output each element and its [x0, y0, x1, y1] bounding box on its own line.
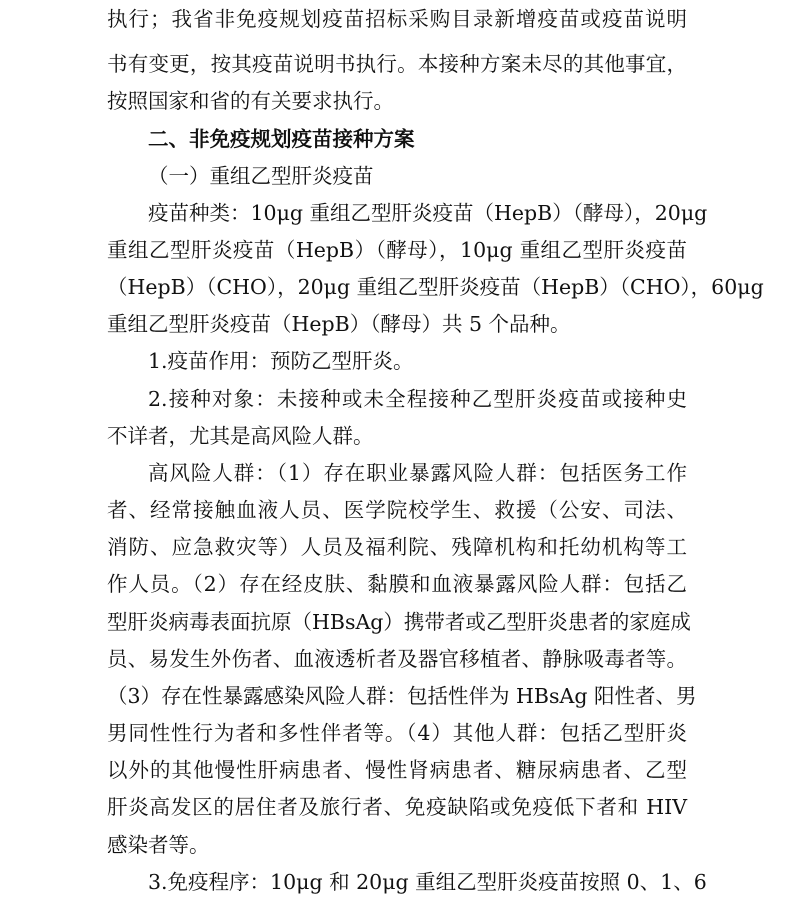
text-line: 作人员。（2）存在经皮肤、黏膜和血液暴露风险人群：包括乙 — [107, 572, 687, 596]
text-line: 2.接种对象：未接种或未全程接种乙型肝炎疫苗或接种史 — [148, 387, 687, 411]
text-line: 消防、应急救灾等）人员及福利院、残障机构和托幼机构等工 — [107, 535, 687, 559]
text-line: 执行；我省非免疫规划疫苗招标采购目录新增疫苗或疫苗说明 — [107, 7, 687, 31]
text-line: （3）存在性暴露感染风险人群：包括性伴为 HBsAg 阳性者、男 — [107, 684, 697, 708]
text-line: 书有变更，按其疫苗说明书执行。本接种方案未尽的其他事宜， — [107, 52, 687, 76]
text-line: 高风险人群：（1）存在职业暴露风险人群：包括医务工作 — [148, 461, 687, 485]
text-line: 肝炎高发区的居住者及旅行者、免疫缺陷或免疫低下者和 HIV — [107, 795, 687, 819]
subsection-heading: （一）重组乙型肝炎疫苗 — [148, 164, 374, 188]
text-line: （HepB）（CHO），20μg 重组乙型肝炎疫苗（HepB）（CHO），60μg — [107, 275, 764, 299]
text-line: 者、经常接触血液人员、医学院校学生、救援（公安、司法、 — [107, 498, 687, 522]
text-line: 重组乙型肝炎疫苗（HepB）（酵母），10μg 重组乙型肝炎疫苗 — [107, 238, 687, 262]
text-line: 重组乙型肝炎疫苗（HepB）（酵母）共 5 个品种。 — [107, 312, 571, 336]
text-line: 疫苗种类：10μg 重组乙型肝炎疫苗（HepB）（酵母），20μg — [148, 201, 708, 225]
text-line: 3.免疫程序：10μg 和 20μg 重组乙型肝炎疫苗按照 0、1、6 — [148, 870, 707, 894]
text-line: 不详者，尤其是高风险人群。 — [107, 424, 374, 448]
text-line: 1.疫苗作用：预防乙型肝炎。 — [148, 349, 414, 373]
text-line: 男同性性行为者和多性伴者等。（4）其他人群：包括乙型肝炎 — [107, 721, 687, 745]
text-line: 按照国家和省的有关要求执行。 — [107, 89, 394, 113]
text-line: 型肝炎病毒表面抗原（HBsAg）携带者或乙型肝炎患者的家庭成 — [107, 610, 691, 634]
section-heading: 二、非免疫规划疫苗接种方案 — [148, 127, 415, 151]
text-line: 以外的其他慢性肝病患者、慢性肾病患者、糖尿病患者、乙型 — [107, 758, 687, 782]
text-line: 员、易发生外伤者、血液透析者及器官移植者、静脉吸毒者等。 — [107, 647, 687, 671]
text-line: 感染者等。 — [107, 833, 210, 857]
